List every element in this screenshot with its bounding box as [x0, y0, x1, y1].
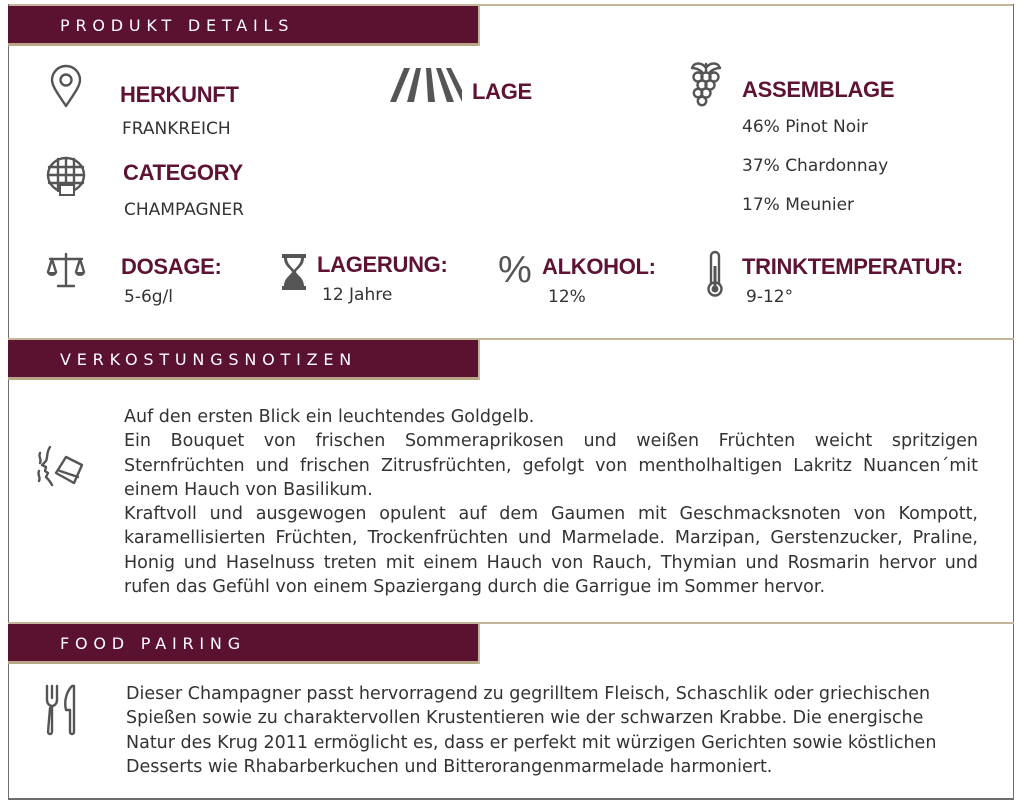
- tasting-nose-icon: [36, 443, 86, 489]
- alkohol-value: 12%: [548, 287, 586, 307]
- category-value: CHAMPAGNER: [124, 200, 244, 220]
- dosage-value: 5-6g/l: [124, 287, 174, 307]
- cutlery-icon: [44, 684, 78, 736]
- thermometer-icon: [704, 250, 726, 298]
- vineyard-rows-icon: [390, 68, 462, 102]
- header-cap: [478, 340, 480, 380]
- assemblage-item: 46% Pinot Noir: [742, 117, 868, 137]
- grapes-icon: [688, 60, 724, 108]
- verkostung-paragraph: Auf den ersten Blick ein leuchtendes Goldgelb.: [124, 407, 535, 427]
- percent-icon: %: [498, 249, 532, 291]
- dosage-label: DOSAGE:: [121, 254, 222, 279]
- lagerung-label: LAGERUNG:: [317, 252, 448, 277]
- assemblage-item: 37% Chardonnay: [742, 156, 889, 176]
- herkunft-label: HERKUNFT: [120, 82, 239, 107]
- header-cap: [478, 6, 480, 46]
- food-pairing-header: FOOD PAIRING: [8, 624, 478, 664]
- hourglass-icon: [280, 252, 308, 292]
- header-cap: [478, 624, 480, 664]
- location-pin-icon: [48, 64, 84, 110]
- produkt-details-header: PRODUKT DETAILS: [8, 6, 478, 46]
- assemblage-label: ASSEMBLAGE: [742, 77, 895, 102]
- lage-label: LAGE: [472, 79, 532, 104]
- verkostung-paragraph: Ein Bouquet von frischen Sommeraprikosen und weißen Früchten weicht spritzigen Sternfrüchten und frischen Zitrusfrüchten, gefolgt von mentholhaltigen Lakritz Nuancen´mit einem Hauch von Basilikum.: [124, 431, 978, 500]
- verkostung-paragraph: Kraftvoll und ausgewogen opulent auf dem Gaumen mit Geschmacksnoten von Kompott, karamellisierten Früchten, Trockenfrüchten und Marmelade. Marzipan, Gerstenzucker, Praline, Honig und Haselnuss treten mit einem Hauch von Rauch, Thymian und Rosmarin hervor und rufen das Gefühl von einem Spaziergang durch die Garrigue im Sommer hervor.: [124, 504, 978, 598]
- lagerung-value: 12 Jahre: [322, 285, 393, 305]
- alkohol-label: ALKOHOL:: [542, 254, 656, 279]
- scale-icon: [46, 250, 86, 290]
- trinktemperatur-value: 9-12°: [746, 287, 794, 307]
- trinktemperatur-label: TRINKTEMPERATUR:: [742, 254, 963, 279]
- verkostung-header: VERKOSTUNGSNOTIZEN: [8, 340, 478, 380]
- herkunft-value: FRANKREICH: [122, 119, 231, 139]
- food-pairing-text: Dieser Champagner passt hervorragend zu gegrilltem Fleisch, Schaschlik oder griechischen Spießen sowie zu charaktervollen Krustentieren wie der schwarzen Krabbe. Die energische Natur des Krug 2011 ermöglicht es, dass er perfekt mit würzigen Gerichten sowie köstlichen Desserts wie Rhabarberkuchen und Bitterorangenmarmelade harmoniert.: [126, 684, 937, 777]
- bottom-rule: [8, 798, 1014, 800]
- category-label: CATEGORY: [123, 160, 243, 185]
- barrel-icon: [44, 155, 88, 197]
- verkostung-text: [124, 405, 978, 599]
- assemblage-item: 17% Meunier: [742, 195, 855, 215]
